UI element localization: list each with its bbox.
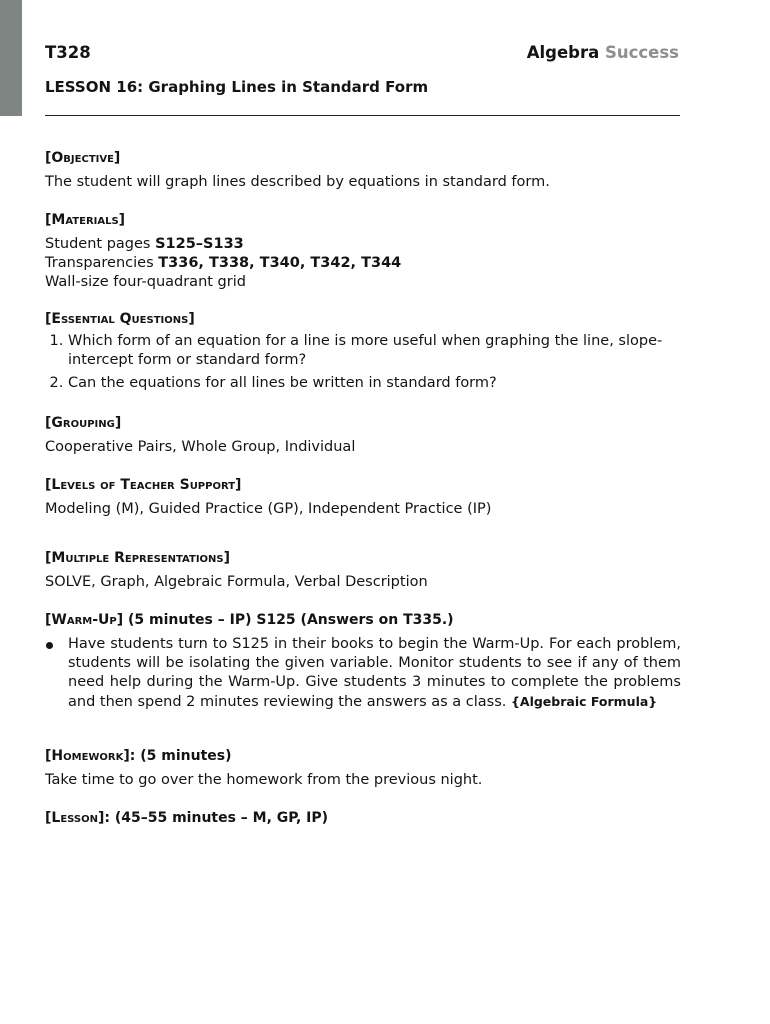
teacher-support-text: Modeling (M), Guided Practice (GP), Independent Practice (IP) xyxy=(45,501,492,517)
warm-up-list xyxy=(45,635,681,712)
header-divider xyxy=(45,115,680,116)
essential-questions-section xyxy=(45,310,681,397)
warm-up-heading: [Warm-Up] (5 minutes – IP) S125 (Answers on T335.) xyxy=(45,612,454,628)
materials-item: Wall-size four-quadrant grid xyxy=(45,274,246,290)
grouping-section xyxy=(45,414,681,457)
materials-item: Transparencies T336, T338, T340, T342, T344 xyxy=(45,255,402,271)
representations-text: SOLVE, Graph, Algebraic Formula, Verbal Description xyxy=(45,574,428,590)
materials-section xyxy=(45,211,681,292)
book-title-accent: Success xyxy=(604,43,679,62)
bullet-dot xyxy=(46,642,53,649)
grouping-text: Cooperative Pairs, Whole Group, Individual xyxy=(45,439,356,455)
side-tab xyxy=(0,0,22,116)
lesson-heading: [Lesson]: (45–55 minutes – M, GP, IP) xyxy=(45,810,329,826)
grouping-heading: [Grouping] xyxy=(45,415,122,431)
book-title xyxy=(527,43,679,62)
teacher-support-heading: [Levels of Teacher Support] xyxy=(45,477,242,493)
teacher-support-section xyxy=(45,476,681,519)
essential-questions-heading: [Essential Questions] xyxy=(45,311,195,327)
book-title-main: Algebra xyxy=(526,43,600,62)
warm-up-bullet xyxy=(68,635,681,712)
materials-list xyxy=(45,235,681,292)
objective-text: The student will graph lines described by equations in standard form. xyxy=(45,174,550,190)
warm-up-tag: {Algebraic Formula} xyxy=(511,694,658,709)
materials-item: Student pages S125–S133 xyxy=(45,236,244,252)
representations-section xyxy=(45,549,681,592)
question-item: 1. Which form of an equation for a line is more useful when graphing the line, slope-intercept form or standard form? xyxy=(68,332,681,370)
homework-section xyxy=(45,747,681,790)
lesson-section xyxy=(45,809,681,827)
homework-text: Take time to go over the homework from the previous night. xyxy=(45,772,483,788)
objective-section xyxy=(45,149,681,192)
lesson-title: LESSON 16: Graphing Lines in Standard Form xyxy=(45,78,429,96)
essential-questions-list xyxy=(45,332,681,393)
page-number: T328 xyxy=(45,43,91,62)
warm-up-bullet-text: Have students turn to S125 in their books to begin the Warm-Up. For each problem, students will be isolating the given variable. Monitor students to see if any of them need help during the Warm-Up. Give students 3 minutes to complete the problems and then spend 2 minutes reviewing the answers as a class. xyxy=(68,636,681,710)
homework-heading: [Homework]: (5 minutes) xyxy=(45,748,232,764)
representations-heading: [Multiple Representations] xyxy=(45,550,231,566)
materials-heading: [Materials] xyxy=(45,212,126,228)
warm-up-section xyxy=(45,611,681,712)
question-item: 2. Can the equations for all lines be written in standard form? xyxy=(68,374,681,393)
objective-heading: [Objective] xyxy=(45,150,121,166)
